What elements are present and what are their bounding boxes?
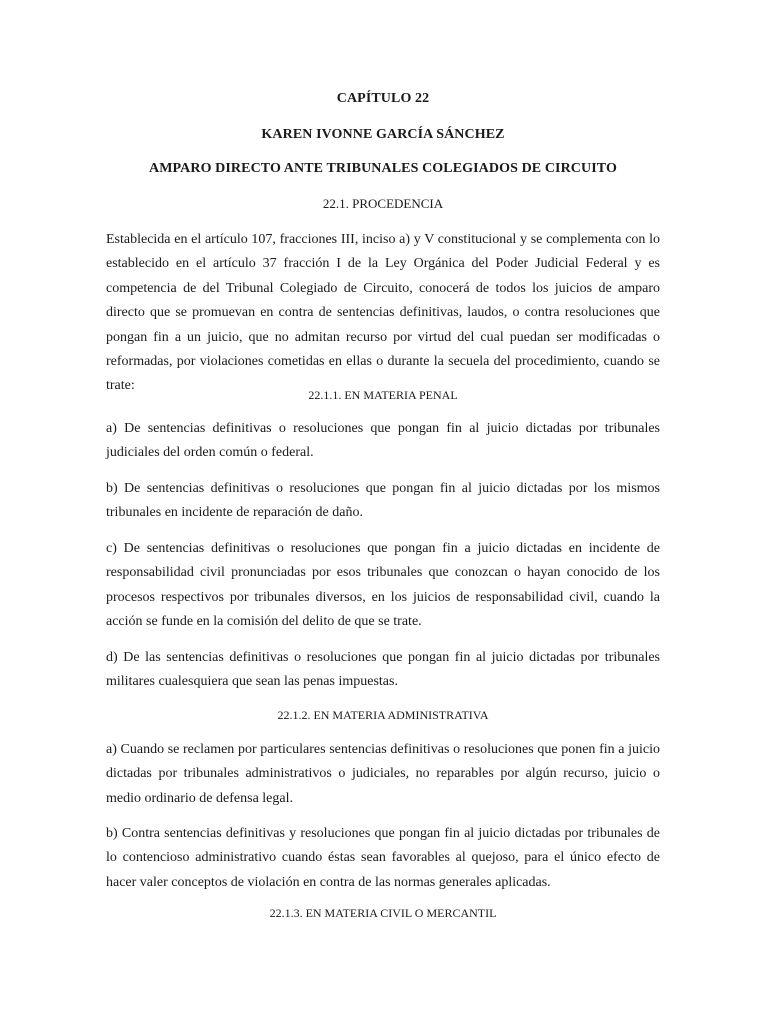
author-name: KAREN IVONNE GARCÍA SÁNCHEZ bbox=[261, 127, 505, 142]
chapter-heading: AMPARO DIRECTO ANTE TRIBUNALES COLEGIADOS DE CIRCUITO bbox=[149, 161, 617, 176]
chapter-title: CAPÍTULO 22 bbox=[336, 91, 430, 106]
section-heading-administrativa: 22.1.2. EN MATERIA ADMINISTRATIVA bbox=[277, 708, 489, 722]
section-heading-penal: 22.1.1. EN MATERIA PENAL bbox=[308, 388, 458, 402]
paragraph-penal-d: d) De las sentencias definitivas o resoluciones que pongan fin al juicio dictadas por tribunales militares cualesquiera que sean las penas impuestas. bbox=[106, 650, 660, 690]
paragraph-admin-a: a) Cuando se reclamen por particulares sentencias definitivas o resoluciones que ponen fin a juicio dictadas por tribunales administrativos o judiciales, no reparables por algún recurso, juicio o medio ordinario de defensa legal. bbox=[106, 742, 660, 806]
paragraph-admin-b: b) Contra sentencias definitivas y resoluciones que pongan fin al juicio dictadas por tribunales de lo contencioso administrativo cuando éstas sean favorables al quejoso, para el único efecto de hacer valer conceptos de violación en contra de las normas generales aplicadas. bbox=[106, 826, 660, 890]
section-heading-civil: 22.1.3. EN MATERIA CIVIL O MERCANTIL bbox=[269, 906, 497, 920]
paragraph-intro: Establecida en el artículo 107, fracciones III, inciso a) y V constitucional y se complementa con lo establecido en el artículo 37 fracción I de la Ley Orgánica del Poder Judicial Federal y es competencia de del Tribunal Colegiado de Circuito, conocerá de todos los juicios de amparo directo que se promuevan en contra de sentencias definitivas, laudos, o contra resoluciones que pongan fin a un juicio, que no admitan recurso por virtud del cual puedan ser modificadas o reformadas, por violaciones cometidas en ellas o durante la secuela del procedimiento, cuando se trate: bbox=[106, 232, 660, 394]
paragraph-penal-b: b) De sentencias definitivas o resoluciones que pongan fin al juicio dictadas por los mismos tribunales en incidente de reparación de daño. bbox=[106, 481, 660, 521]
paragraph-penal-c: c) De sentencias definitivas o resoluciones que pongan fin a juicio dictadas en incidente de responsabilidad civil pronunciadas por esos tribunales que conozcan o hayan conocido de los procesos respectivos por tribunales diversos, en los juicios de responsabilidad civil, cuando la acción se funde en la comisión del delito de que se trate. bbox=[106, 541, 660, 630]
paragraph-penal-a: a) De sentencias definitivas o resoluciones que pongan fin al juicio dictadas por tribunales judiciales del orden común o federal. bbox=[106, 421, 660, 461]
section-heading-procedencia: 22.1. PROCEDENCIA bbox=[322, 196, 444, 211]
